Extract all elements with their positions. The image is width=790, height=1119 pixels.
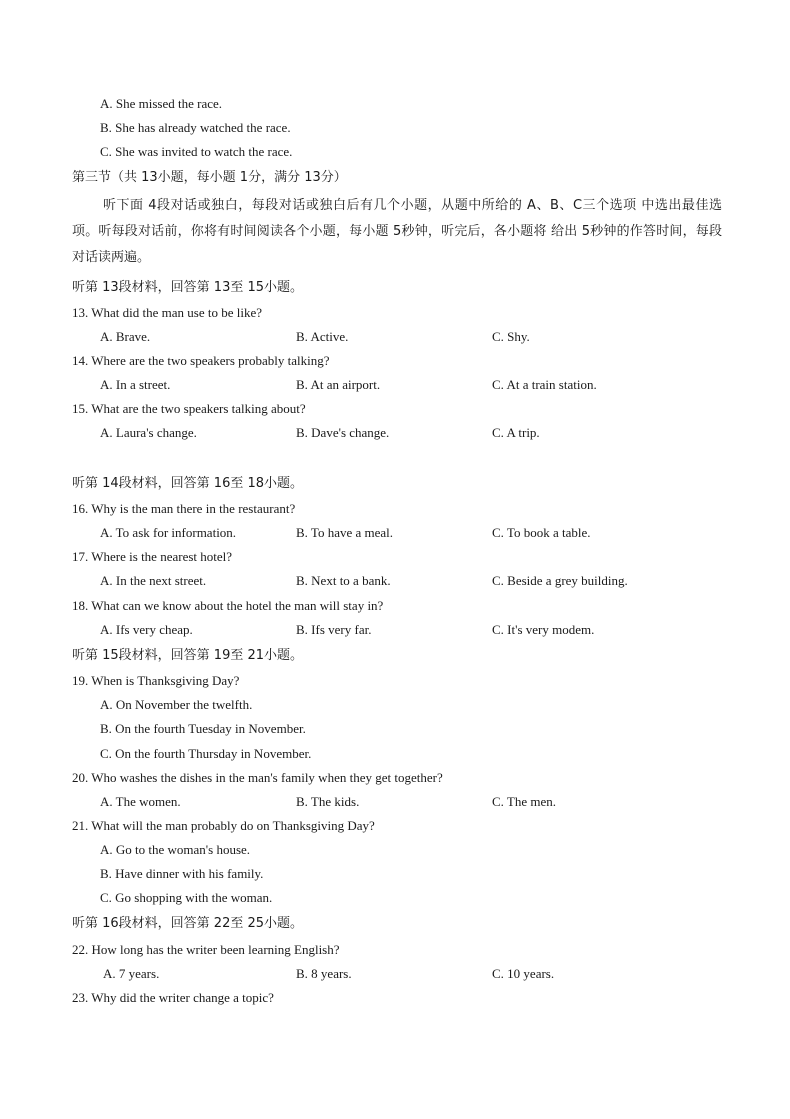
question-17: 17. Where is the nearest hotel? (72, 549, 233, 564)
question-20: 20. Who washes the dishes in the man's family when they get together? (72, 770, 443, 785)
question-18: 18. What can we know about the hotel the man will stay in? (72, 598, 384, 613)
q20-option-c: C. The men. (492, 794, 557, 809)
q21-option-b: B. Have dinner with his family. (100, 866, 264, 881)
q15-option-a: A. Laura's change. (100, 425, 197, 440)
question-19: 19. When is Thanksgiving Day? (72, 673, 240, 688)
q17-option-c: C. Beside a grey building. (492, 573, 628, 588)
q22-option-b: B. 8 years. (296, 966, 352, 981)
question-21: 21. What will the man probably do on Thanksgiving Day? (72, 818, 375, 833)
q18-option-c: C. It's very modem. (492, 622, 595, 637)
question-23: 23. Why did the writer change a topic? (72, 990, 274, 1005)
prev-option-c: C. She was invited to watch the race. (100, 144, 293, 159)
q22-option-a: A. 7 years. (103, 966, 160, 981)
q14-option-c: C. At a train station. (492, 377, 597, 392)
q21-option-a: A. Go to the woman's house. (100, 842, 251, 857)
q19-option-c: C. On the fourth Thursday in November. (100, 746, 312, 761)
group-header: 听第 14段材料，回答第 16至 18小题。 (72, 476, 304, 491)
q14-option-b: B. At an airport. (296, 377, 381, 392)
q14-option-a: A. In a street. (100, 377, 171, 392)
question-15: 15. What are the two speakers talking about? (72, 401, 306, 416)
group-header: 听第 15段材料，回答第 19至 21小题。 (72, 648, 304, 663)
question-22: 22. How long has the writer been learning English? (72, 942, 340, 957)
q13-option-b: B. Active. (296, 329, 349, 344)
q16-option-a: A. To ask for information. (100, 525, 237, 540)
q22-option-c: C. 10 years. (492, 966, 555, 981)
prev-option-a: A. She missed the race. (100, 96, 223, 111)
q17-option-a: A. In the next street. (100, 573, 207, 588)
q16-option-c: C. To book a table. (492, 525, 591, 540)
q13-option-c: C. Shy. (492, 329, 530, 344)
prev-option-b: B. She has already watched the race. (100, 120, 291, 135)
q20-option-b: B. The kids. (296, 794, 360, 809)
q20-option-a: A. The women. (100, 794, 181, 809)
q18-option-a: A. Ifs very cheap. (100, 622, 193, 637)
section-heading: 第三节（共 13小题，每小题 1分，满分 13分） (72, 170, 347, 185)
q18-option-b: B. Ifs very far. (296, 622, 372, 637)
q17-option-b: B. Next to a bank. (296, 573, 391, 588)
q13-option-a: A. Brave. (100, 329, 151, 344)
q16-option-b: B. To have a meal. (296, 525, 394, 540)
group-header: 听第 13段材料，回答第 13至 15小题。 (72, 280, 304, 295)
question-14: 14. Where are the two speakers probably talking? (72, 353, 330, 368)
q15-option-c: C. A trip. (492, 425, 540, 440)
q19-option-a: A. On November the twelfth. (100, 697, 253, 712)
question-16: 16. Why is the man there in the restaurant? (72, 501, 296, 516)
group-header: 听第 16段材料，回答第 22至 25小题。 (72, 916, 304, 931)
question-13: 13. What did the man use to be like? (72, 305, 263, 320)
section-instructions: 听下面 4段对话或独白，每段对话或独白后有几个小题，从题中所给的 A、B、C三个选项 中选出最佳选项。听每段对话前，你将有时间阅读各个小题，每小题 5秒钟，听完后，各小题将 给出 5秒钟的作答时间，每段对话读两遍。 (72, 198, 722, 265)
q19-option-b: B. On the fourth Tuesday in November. (100, 721, 306, 736)
q15-option-b: B. Dave's change. (296, 425, 390, 440)
q21-option-c: C. Go shopping with the woman. (100, 890, 273, 905)
